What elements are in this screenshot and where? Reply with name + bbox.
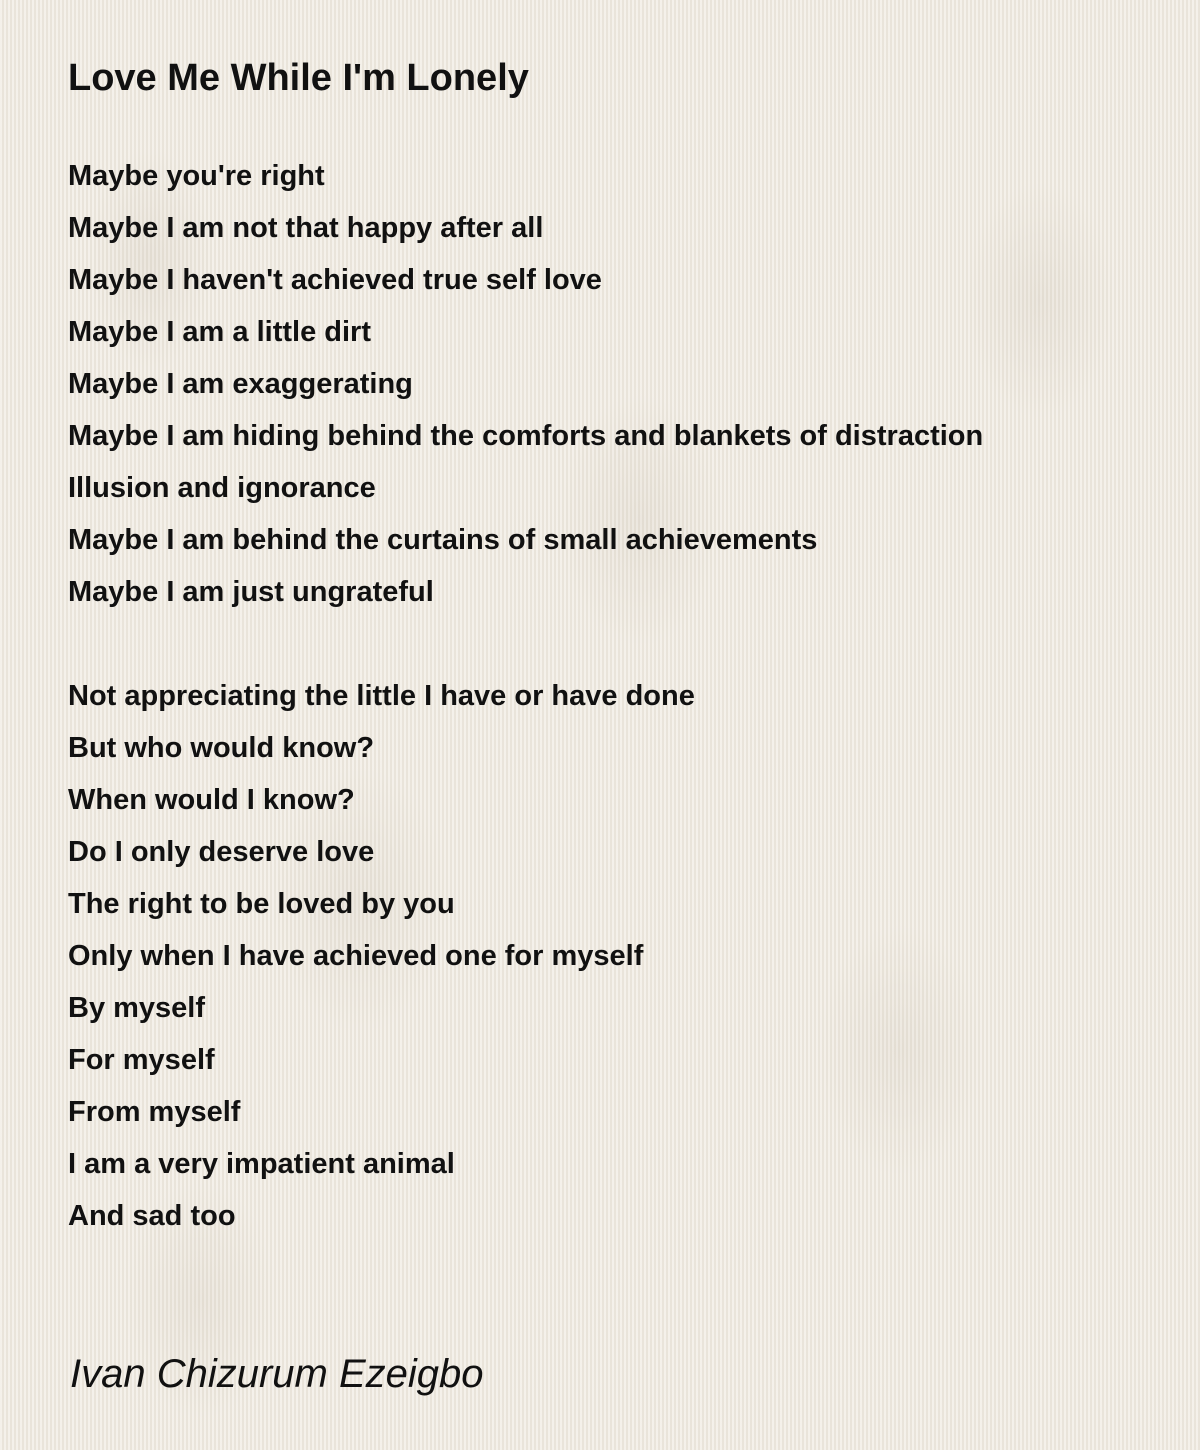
poem-line: Maybe I am a little dirt [68, 316, 371, 348]
poem-line: Illusion and ignorance [68, 472, 376, 504]
poem-line: Do I only deserve love [68, 836, 375, 868]
poem-line: And sad too [68, 1200, 236, 1232]
poem-line: When would I know? [68, 784, 355, 816]
poem-line: Only when I have achieved one for myself [68, 940, 644, 972]
poem-line: Maybe I am not that happy after all [68, 212, 544, 244]
poem-line: Maybe you're right [68, 160, 325, 192]
poem-author: Ivan Chizurum Ezeigbo [70, 1352, 484, 1396]
poem-container [68, 52, 1168, 1294]
poem-body [68, 150, 1168, 1242]
poem-line: From myself [68, 1096, 241, 1128]
poem-line: By myself [68, 992, 206, 1024]
poem-line: But who would know? [68, 732, 375, 764]
poem-line: Maybe I am hiding behind the comforts and blankets of distraction [68, 420, 984, 452]
poem-line: Maybe I am exaggerating [68, 368, 413, 400]
poem-line: For myself [68, 1044, 215, 1076]
poem-title: Love Me While I'm Lonely [68, 57, 529, 99]
poem-line: I am a very impatient animal [68, 1148, 455, 1180]
poem-line: Not appreciating the little I have or have done [68, 680, 695, 712]
poem-line: Maybe I haven't achieved true self love [68, 264, 602, 296]
poem-line: Maybe I am just ungrateful [68, 576, 434, 608]
stanza-2 [68, 670, 1168, 1242]
poem-line: The right to be loved by you [68, 888, 455, 920]
stanza-1 [68, 150, 1168, 618]
poem-line: Maybe I am behind the curtains of small achievements [68, 524, 818, 556]
